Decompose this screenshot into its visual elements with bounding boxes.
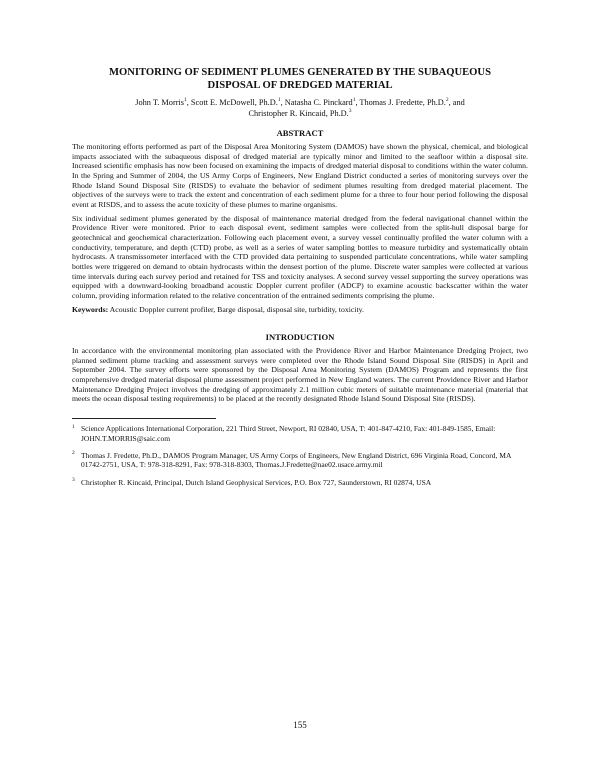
author-pinckard: , Natasha C. Pinckard xyxy=(280,98,353,107)
footnote: $^2$ Thomas J. Fredette, Ph.D., DAMOS Program Manager, US Army Corps of Engineers, New England District, 696 Virginia Road, Concord, MA 01742-2751, USA, T: 978-318-8291, Fax: 978-318-8303, Thomas.J.Fredette@nae02.usace.army.mil xyxy=(72,450,511,470)
footnote: $^1$ Science Applications International Corporation, 221 Third Street, Newport, RI 02840, USA, T: 401-847-4210, Fax: 401-849-1585, Email: JOHN.T.MORRIS@saic.com xyxy=(72,423,496,443)
author-fredette: , Thomas J. Fredette, Ph.D. xyxy=(355,98,446,107)
affiliation-marker: 1 xyxy=(184,97,187,104)
title-line-2: DISPOSAL OF DREDGED MATERIAL xyxy=(207,80,393,91)
keywords-list: Acoustic Doppler current profiler, Barge disposal, disposal site, turbidity, toxicity. xyxy=(108,304,364,314)
keywords-label: Keywords: xyxy=(72,304,109,314)
footnote-text: Science Applications International Corporation, 221 Third Street, Newport, RI 02840, USA, T: 401-847-4210, Fax: 401-849-1585, Email: JOHN.T.MORRIS@saic.com xyxy=(81,424,496,443)
abstract-paragraph-1: The monitoring efforts performed as part of the Disposal Area Monitoring System (DAMOS) have shown the physical, chemical, and biological impacts associated with the subaqueous disposal of dredged material are typically minor and limited to the seafloor within a disposal site. Increased scientific emphasis has now been focused on examining the impacts of dredged material disposal to conditions within the water column. In the Spring and Summer of 2004, the US Army Corps of Engineers, New England District conducted a series of monitoring surveys over the Rhode Island Sound Disposal Site (RISDS) to evaluate the behavior of sediment plumes resulting from dredged material placement. The objectives of the surveys were to track the extent and concentration of each sediment plume for a three to four hour period following the disposal event at RISDS, and to assess the acute toxicity of these plumes to marine organisms. xyxy=(72,142,528,209)
affiliation-marker: 2 xyxy=(445,97,449,104)
footnote-divider xyxy=(72,418,216,419)
footnote-text: Christopher R. Kincaid, Principal, Dutch Island Geophysical Services, P.O. Box 727, Saunderstown, RI 02874, USA xyxy=(81,477,432,487)
author-morris: John T. Morris xyxy=(135,98,185,107)
footnotes xyxy=(72,424,528,487)
title-line-1: MONITORING OF SEDIMENT PLUMES GENERATED BY THE SUBAQUEOUS xyxy=(109,67,491,78)
footnote: $^3$ Christopher R. Kincaid, Principal, Dutch Island Geophysical Services, P.O. Box 727, Saunderstown, RI 02874, USA xyxy=(72,477,432,487)
author-conjunction: , and xyxy=(448,98,465,107)
introduction-heading: INTRODUCTION xyxy=(265,332,335,343)
paper-page xyxy=(72,66,528,495)
author-kincaid: Christopher R. Kincaid, Ph.D. xyxy=(248,109,349,118)
introduction-paragraph-1: In accordance with the environmental monitoring plan associated with the Providence River and Harbor Maintenance Dredging Project, two planned sediment plume tracking and assessment surveys were completed over the Rhode Island Sound Disposal Site (RISDS) in April and September 2004. The survey efforts were sponsored by the Disposal Area Monitoring System (DAMOS) Program and represents the first comprehensive dredged material disposal plume assessment project performed in New England waters. The current Providence River and Harbor Maintenance Dredging Project involves the dredging of approximately 2.1 million cubic meters of suitable maintenance material (material that meets the ocean disposal testing requirements) to be placed at the recently designated Rhode Island Sound Disposal Site (RISDS). xyxy=(72,346,528,404)
abstract-paragraph-2: Six individual sediment plumes generated by the disposal of maintenance material dredged from the federal navigational channel within the Providence River were monitored. Prior to each disposal event, sediment samples were collected from the split-hull disposal barge for geotechnical and geochemical characterization. Following each placement event, a survey vessel continually profiled the water column with a conductivity, temperature, and depth (CTD) probe, as well as a series of water sampling bottles to measure turbidity and systematically obtain hydrocasts. A transmissometer interfaced with the CTD provided data pertaining to suspended particulate concentrations, while water sampling bottles were triggered on demand to obtain hydrocasts within the densest portion of the plume. Discrete water samples were collected at various time intervals during each survey period and retained for TSS and toxicity analyses. A second survey vessel supporting the survey operations was equipped with a downward-looking broadband acoustic Doppler current profiler (ADCP) to examine acoustic backscatter within the water column, providing information related to the relative concentration of the entrained sediments comprising the plume. xyxy=(72,213,528,300)
footnote-text: Thomas J. Fredette, Ph.D., DAMOS Program Manager, US Army Corps of Engineers, New England District, 696 Virginia Road, Concord, MA 01742-2751, USA, T: 978-318-8291, Fax: 978-318-8303, Thomas.J.Fredette@nae02.usace.army.mil xyxy=(81,450,511,470)
page-number: 155 xyxy=(293,720,307,730)
author-mcdowell: , Scott E. McDowell, Ph.D. xyxy=(186,98,278,107)
abstract-heading: ABSTRACT xyxy=(276,128,324,138)
keywords xyxy=(72,305,528,315)
paper-title xyxy=(72,66,528,92)
affiliation-marker: 3 xyxy=(348,108,352,115)
author-list xyxy=(72,97,528,119)
affiliation-marker: 1 xyxy=(277,97,281,104)
affiliation-marker: 1 xyxy=(352,97,356,104)
